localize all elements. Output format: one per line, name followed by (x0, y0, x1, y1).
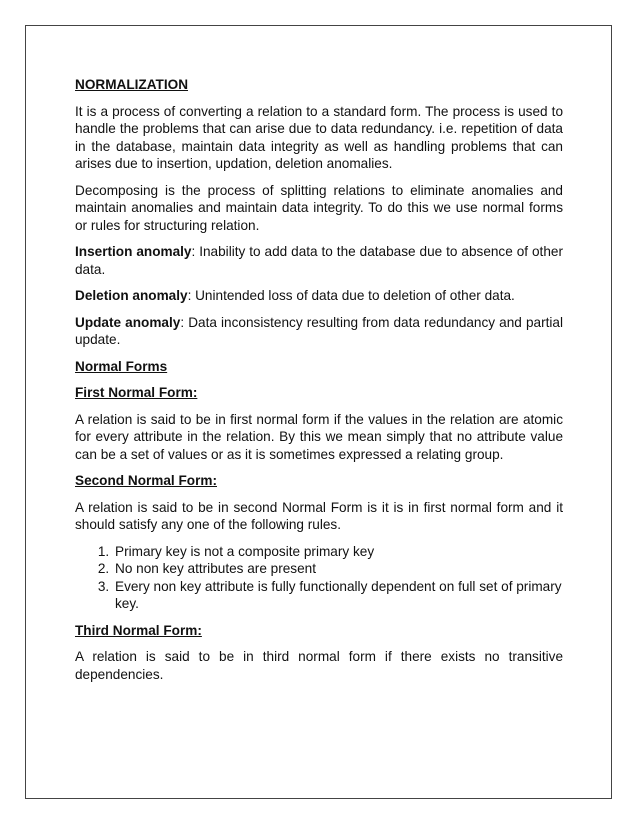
second-normal-form-heading: Second Normal Form: (75, 473, 217, 488)
second-normal-form-paragraph: A relation is said to be in second Normal Form is it is in first normal form and it should satisfy any one of the following rules. (75, 499, 563, 532)
intro-paragraph: It is a process of converting a relation to a standard form. The process is used to handle the problems that can arise due to data redundancy. i.e. repetition of data in the database, maintain data integrity as well as handling problems that can arises due to insertion, updation, deletion anomalies. (75, 103, 563, 171)
anomaly-term: Update anomaly (75, 314, 181, 330)
rule-item: 3. Every non key attribute is fully functionally dependent on full set of primary key. (113, 578, 563, 613)
deletion-anomaly-paragraph (75, 287, 563, 305)
anomaly-definition: : Inability to add data to the database due to absence of other data. (75, 244, 563, 277)
decomposing-paragraph: Decomposing is the process of splitting relations to eliminate anomalies and maintain anomalies and maintain data integrity. To do this we use normal forms or rules for structuring relation. (75, 182, 563, 233)
anomaly-term: Insertion anomaly (75, 244, 192, 259)
document-body (75, 76, 563, 692)
insertion-anomaly-paragraph (75, 243, 563, 278)
anomaly-definition: : Unintended loss of data due to deletion of other data. (187, 288, 515, 303)
normal-forms-heading: Normal Forms (75, 358, 168, 374)
update-anomaly-paragraph (75, 314, 563, 349)
third-normal-form-paragraph: A relation is said to be in third normal form if there exists no transitive dependencies. (75, 649, 563, 682)
second-normal-form-rules (75, 543, 563, 613)
anomaly-definition: : Data inconsistency resulting from data redundancy and partial update. (75, 314, 563, 347)
anomaly-term: Deletion anomaly (75, 288, 188, 303)
first-normal-form-heading: First Normal Form: (75, 385, 198, 400)
rule-item: 1. Primary key is not a composite primary key (113, 543, 563, 561)
first-normal-form-paragraph: A relation is said to be in first normal form if the values in the relation are atomic for every attribute in the relation. By this we mean simply that no attribute value can be a set of values or as it is sometimes expressed a relating group. (75, 411, 563, 462)
third-normal-form-heading: Third Normal Form: (75, 622, 202, 638)
rule-item: 2. No non key attributes are present (113, 560, 563, 578)
page-title: NORMALIZATION (75, 77, 189, 92)
